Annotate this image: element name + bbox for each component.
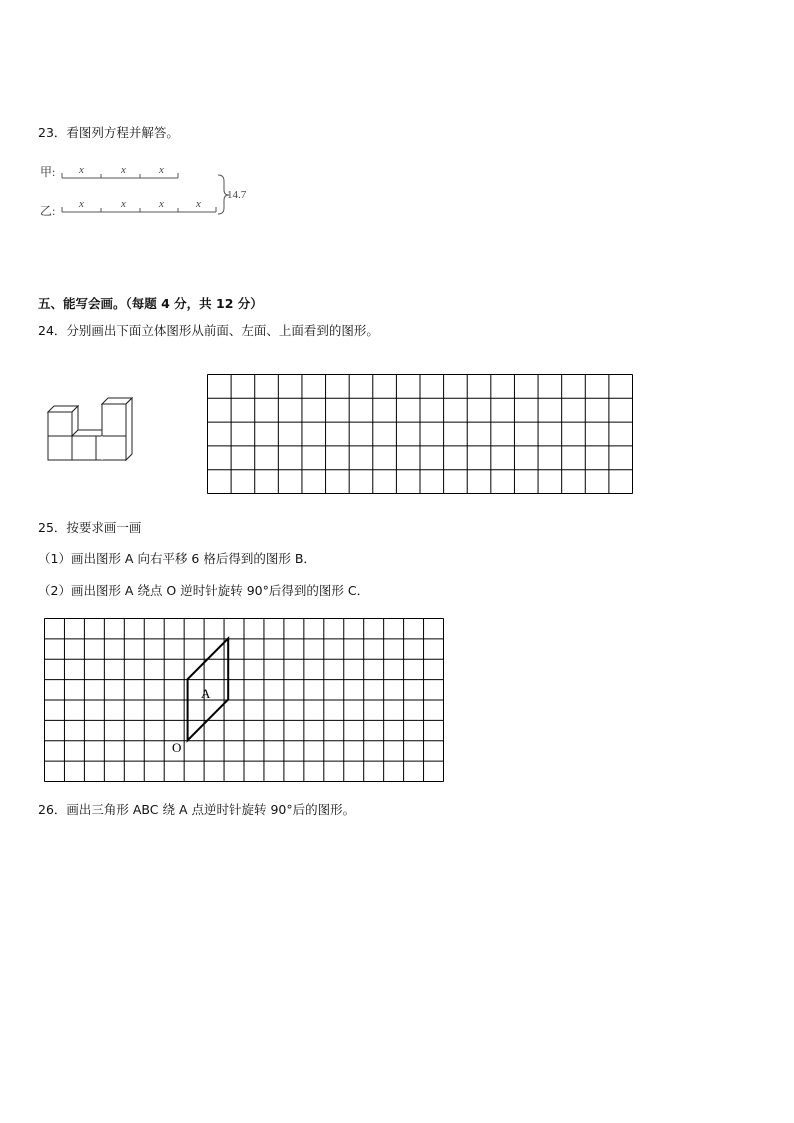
q25-grid[interactable] bbox=[44, 618, 445, 784]
jia-x-3: x bbox=[159, 164, 164, 176]
grid-lines bbox=[45, 619, 444, 782]
yi-x-1: x bbox=[79, 198, 84, 210]
cube-figure bbox=[44, 396, 144, 466]
q25-sub1: （1）画出图形 A 向右平移 6 格后得到的图形 B． bbox=[38, 551, 316, 566]
q24-answer-grid[interactable] bbox=[207, 374, 634, 495]
grid-lines bbox=[208, 375, 633, 494]
q25-sub2: （2）画出图形 A 绕点 O 逆时针旋转 90°后得到的图形 C． bbox=[38, 583, 370, 598]
total-value: 14.7 bbox=[227, 189, 247, 201]
shape-a-label: A bbox=[201, 686, 211, 701]
jia-x-2: x bbox=[121, 164, 126, 176]
yi-x-2: x bbox=[121, 198, 126, 210]
section5-title: 五、能写会画。（每题 4 分，共 12 分） bbox=[38, 296, 263, 311]
q23-segment-diagram bbox=[38, 160, 258, 220]
q25-text: 25．按要求画一画 bbox=[38, 520, 142, 535]
q23-text: 23．看图列方程并解答。 bbox=[38, 125, 179, 140]
q26-text: 26．画出三角形 ABC 绕 A 点逆时针旋转 90°后的图形。 bbox=[38, 802, 356, 817]
yi-label: 乙: bbox=[40, 204, 56, 218]
yi-x-4: x bbox=[196, 198, 201, 210]
q24-text: 24．分别画出下面立体图形从前面、左面、上面看到的图形。 bbox=[38, 323, 379, 338]
yi-x-3: x bbox=[159, 198, 164, 210]
jia-label: 甲: bbox=[40, 165, 56, 179]
point-o-label: O bbox=[172, 740, 182, 755]
jia-x-1: x bbox=[79, 164, 84, 176]
